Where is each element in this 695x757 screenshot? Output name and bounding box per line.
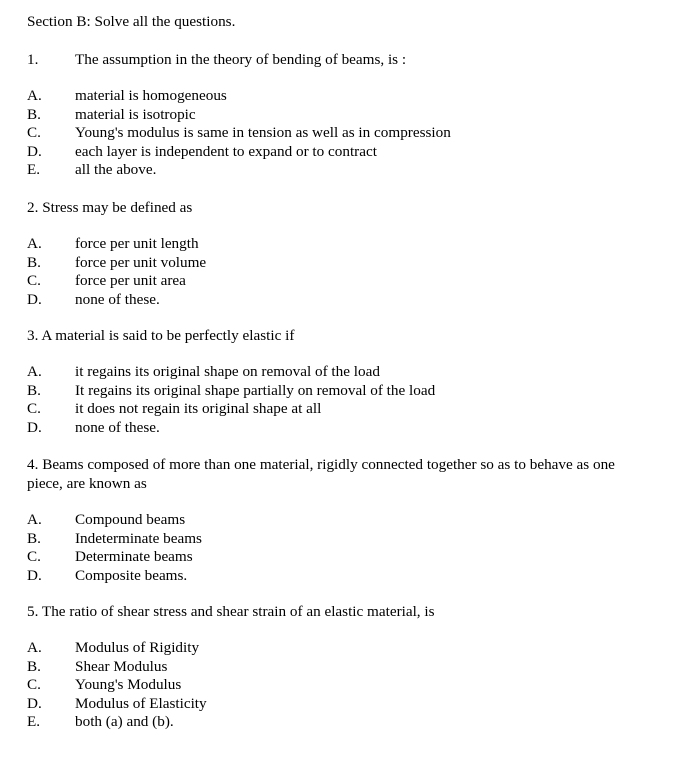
- section-title: Section B: Solve all the questions.: [27, 13, 236, 30]
- q5-option-b-letter: B.: [27, 657, 41, 675]
- q1-option-b-text: material is isotropic: [75, 105, 196, 123]
- q1-option-e-letter: E.: [27, 161, 41, 178]
- q2-option-d-letter: D.: [27, 290, 42, 308]
- q2-option-a-text: force per unit length: [75, 235, 199, 252]
- q3-option-d-letter: D.: [27, 418, 42, 436]
- question-4-text-line-2: piece, are known as: [27, 475, 147, 492]
- q2-option-c-letter: C.: [27, 272, 41, 289]
- q5-option-c-text: Young's Modulus: [75, 676, 182, 693]
- q2-option-b-letter: B.: [27, 253, 41, 271]
- q5-option-a-text: Modulus of Rigidity: [75, 639, 200, 656]
- q5-option-a-letter: A.: [27, 639, 42, 656]
- q1-option-b-letter: B.: [27, 105, 41, 123]
- question-1-number: 1.: [27, 51, 39, 68]
- q4-option-a-letter: A.: [27, 511, 42, 528]
- q3-option-c-letter: C.: [27, 400, 41, 417]
- q2-option-a-letter: A.: [27, 235, 42, 252]
- q1-option-a-letter: A.: [27, 87, 42, 104]
- q1-option-d-letter: D.: [27, 142, 42, 160]
- q5-option-d-letter: D.: [27, 694, 42, 712]
- q1-option-e-text: all the above.: [75, 161, 157, 178]
- q5-option-e-text: both (a) and (b).: [75, 713, 174, 730]
- question-3-text: 3. A material is said to be perfectly elastic if: [27, 327, 295, 344]
- q1-option-c-text: Young's modulus is same in tension as well as in compression: [75, 124, 451, 141]
- question-1-text: The assumption in the theory of bending of beams, is :: [75, 51, 407, 68]
- q4-option-c-letter: C.: [27, 548, 41, 565]
- q1-option-d-text: each layer is independent to expand or to contract: [75, 142, 377, 160]
- q2-option-c-text: force per unit area: [75, 272, 186, 289]
- q4-option-b-letter: B.: [27, 529, 41, 547]
- q4-option-c-text: Determinate beams: [75, 548, 193, 565]
- question-5-text: 5. The ratio of shear stress and shear strain of an elastic material, is: [27, 603, 435, 620]
- q1-option-c-letter: C.: [27, 124, 41, 141]
- q2-option-b-text: force per unit volume: [75, 253, 207, 271]
- q4-option-a-text: Compound beams: [75, 511, 186, 528]
- q5-option-d-text: Modulus of Elasticity: [75, 694, 207, 712]
- q4-option-d-letter: D.: [27, 566, 42, 584]
- q3-option-b-letter: B.: [27, 381, 41, 399]
- q5-option-b-text: Shear Modulus: [75, 657, 168, 675]
- q5-option-e-letter: E.: [27, 713, 41, 730]
- q2-option-d-text: none of these.: [75, 290, 160, 308]
- question-2-text: 2. Stress may be defined as: [27, 199, 193, 216]
- q3-option-b-text: It regains its original shape partially on removal of the load: [75, 381, 436, 399]
- question-4-text-line-1: 4. Beams composed of more than one material, rigidly connected together so as to behave as one: [27, 456, 615, 473]
- q4-option-b-text: Indeterminate beams: [75, 529, 202, 547]
- q3-option-a-text: it regains its original shape on removal of the load: [75, 363, 380, 380]
- q3-option-c-text: it does not regain its original shape at all: [75, 400, 322, 417]
- q3-option-d-text: none of these.: [75, 418, 160, 436]
- q3-option-a-letter: A.: [27, 363, 42, 380]
- q5-option-c-letter: C.: [27, 676, 41, 693]
- q1-option-a-text: material is homogeneous: [75, 87, 227, 104]
- q4-option-d-text: Composite beams.: [75, 566, 188, 584]
